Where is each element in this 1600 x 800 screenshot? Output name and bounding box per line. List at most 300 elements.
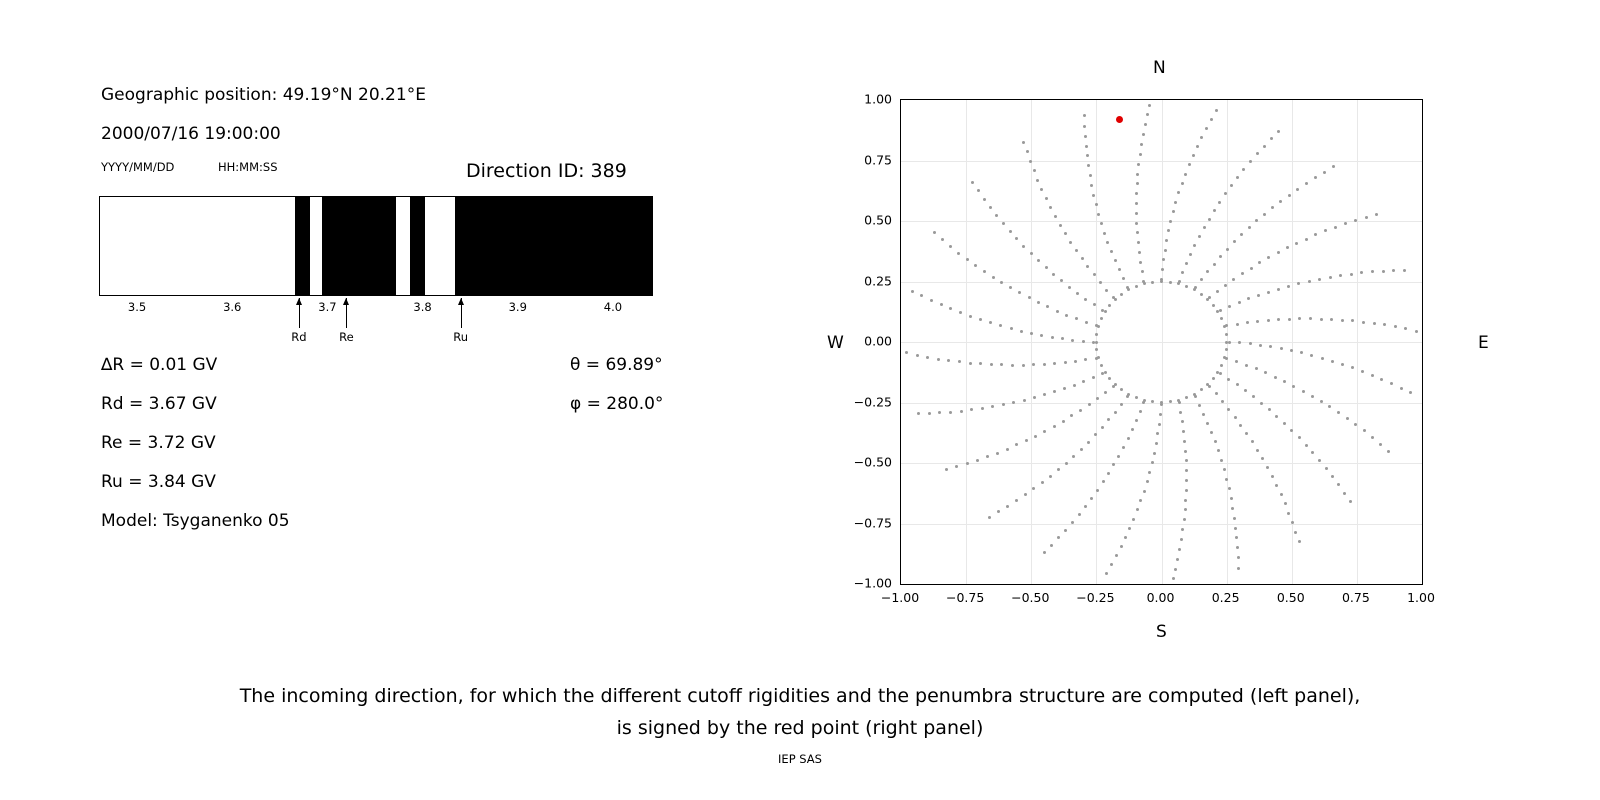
direction-point xyxy=(1305,182,1308,185)
direction-point xyxy=(1371,436,1374,439)
direction-point xyxy=(1208,218,1211,221)
direction-point xyxy=(1164,249,1167,252)
direction-point xyxy=(1176,558,1179,561)
direction-point xyxy=(1415,330,1418,333)
direction-point xyxy=(1095,348,1098,351)
y-tick-label: −0.25 xyxy=(853,394,892,409)
direction-point xyxy=(1249,160,1252,163)
direction-point xyxy=(1151,461,1154,464)
direction-point xyxy=(1246,321,1249,324)
direction-point xyxy=(1360,271,1363,274)
direction-point xyxy=(1104,391,1107,394)
direction-point xyxy=(1128,527,1131,530)
direction-point xyxy=(1305,444,1308,447)
direction-point xyxy=(1006,505,1009,508)
direction-point xyxy=(1213,263,1216,266)
direction-point xyxy=(926,356,929,359)
direction-point xyxy=(1050,544,1053,547)
direction-point xyxy=(1030,252,1033,255)
direction-point xyxy=(1141,270,1144,273)
direction-point xyxy=(1198,235,1201,238)
direction-point xyxy=(1086,265,1089,268)
direction-point xyxy=(1165,239,1168,242)
direction-point xyxy=(1179,411,1182,414)
direction-point xyxy=(1251,440,1254,443)
direction-point xyxy=(1261,457,1264,460)
direction-point xyxy=(1160,403,1163,406)
direction-point xyxy=(1255,367,1258,370)
direction-point xyxy=(1137,163,1140,166)
direction-point xyxy=(1064,232,1067,235)
direction-point xyxy=(1194,286,1197,289)
selected-direction-point xyxy=(1116,116,1123,123)
direction-point xyxy=(1337,483,1340,486)
left-panel xyxy=(0,0,760,640)
direction-point xyxy=(1143,490,1146,493)
y-tick-label: 0.00 xyxy=(864,333,892,349)
direction-point xyxy=(1226,248,1229,251)
direction-point xyxy=(974,264,977,267)
direction-point xyxy=(1271,206,1274,209)
direction-point xyxy=(1320,400,1323,403)
direction-point xyxy=(1288,318,1291,321)
direction-point xyxy=(1236,176,1239,179)
direction-point xyxy=(1183,518,1186,521)
direction-point xyxy=(1210,431,1213,434)
direction-point xyxy=(1267,319,1270,322)
direction-point xyxy=(983,270,986,273)
direction-point xyxy=(1182,430,1185,433)
direction-point xyxy=(986,455,989,458)
direction-point xyxy=(1156,432,1159,435)
direction-point xyxy=(1220,317,1223,320)
direction-point xyxy=(1234,416,1237,419)
direction-point xyxy=(1135,285,1138,288)
direction-point xyxy=(1263,145,1266,148)
direction-point xyxy=(1185,285,1188,288)
direction-point xyxy=(960,410,963,413)
direction-point xyxy=(1239,424,1242,427)
direction-point xyxy=(1037,259,1040,262)
direction-point xyxy=(1332,165,1335,168)
direction-point xyxy=(1200,388,1203,391)
direction-point xyxy=(1331,475,1334,478)
direction-point xyxy=(1212,304,1215,307)
direction-point xyxy=(1036,179,1039,182)
direction-point xyxy=(1394,325,1397,328)
direction-point xyxy=(1379,443,1382,446)
direction-point xyxy=(1236,383,1239,386)
direction-point xyxy=(1256,152,1259,155)
penumbra-x-tick-label: 3.8 xyxy=(413,300,432,314)
direction-point xyxy=(1086,154,1089,157)
direction-point xyxy=(1100,364,1103,367)
direction-point xyxy=(1110,250,1113,253)
direction-point xyxy=(1009,286,1012,289)
direction-point xyxy=(1006,448,1009,451)
direction-point xyxy=(1083,114,1086,117)
direction-point xyxy=(938,411,941,414)
datetime-value: 2000/07/16 19:00:00 xyxy=(101,124,281,144)
direction-point xyxy=(971,181,974,184)
y-tick-label: 0.25 xyxy=(864,273,892,288)
direction-point xyxy=(1061,337,1064,340)
direction-point xyxy=(1225,357,1228,360)
direction-point xyxy=(1245,364,1248,367)
direction-point xyxy=(1321,357,1324,360)
right-panel xyxy=(760,0,1600,660)
direction-point xyxy=(1138,251,1141,254)
direction-point xyxy=(1072,455,1075,458)
direction-point xyxy=(1011,364,1014,367)
direction-point xyxy=(1224,284,1227,287)
direction-point xyxy=(1075,317,1078,320)
direction-point xyxy=(981,407,984,410)
direction-point xyxy=(1220,459,1223,462)
direction-point xyxy=(1045,266,1048,269)
direction-point xyxy=(1000,363,1003,366)
direction-point xyxy=(1228,305,1231,308)
direction-point xyxy=(1375,213,1378,216)
direction-point xyxy=(1210,118,1213,121)
direction-point xyxy=(1227,408,1230,411)
direction-point xyxy=(1095,357,1098,360)
direction-point xyxy=(1189,253,1192,256)
direction-point xyxy=(1068,286,1071,289)
direction-point xyxy=(1284,502,1287,505)
direction-point xyxy=(1294,531,1297,534)
direction-point xyxy=(1139,261,1142,264)
direction-point xyxy=(1236,323,1239,326)
direction-point xyxy=(976,459,979,462)
direction-point xyxy=(1049,475,1052,478)
direction-point xyxy=(1181,528,1184,531)
direction-point xyxy=(1000,281,1003,284)
direction-point xyxy=(970,408,973,411)
direction-point xyxy=(1093,273,1096,276)
direction-point xyxy=(1277,318,1280,321)
direction-point xyxy=(1028,296,1031,299)
direction-point xyxy=(949,411,952,414)
direction-point xyxy=(1063,387,1066,390)
direction-point xyxy=(1040,188,1043,191)
penumbra-band xyxy=(410,197,425,295)
direction-point xyxy=(1208,296,1211,299)
direction-point xyxy=(1084,135,1087,138)
direction-point xyxy=(1196,145,1199,148)
direction-point xyxy=(1120,388,1123,391)
stat-line: Ru = 3.84 GV xyxy=(101,472,216,492)
direction-point xyxy=(1002,222,1005,225)
direction-point xyxy=(920,294,923,297)
direction-point xyxy=(1118,268,1121,271)
direction-point xyxy=(1144,123,1147,126)
direction-point xyxy=(1212,377,1215,380)
direction-point xyxy=(992,276,995,279)
direction-point xyxy=(1080,448,1083,451)
direction-point xyxy=(1225,324,1228,327)
direction-point xyxy=(1087,441,1090,444)
direction-point xyxy=(1266,466,1269,469)
direction-point xyxy=(1135,396,1138,399)
direction-point xyxy=(1135,192,1138,195)
direction-point xyxy=(1167,229,1170,232)
direction-point xyxy=(1181,271,1184,274)
direction-point xyxy=(1341,363,1344,366)
direction-point xyxy=(1206,270,1209,273)
direction-point xyxy=(1305,238,1308,241)
direction-point xyxy=(917,412,920,415)
direction-point xyxy=(949,245,952,248)
direction-point xyxy=(1079,409,1082,412)
direction-point xyxy=(1065,462,1068,465)
direction-point xyxy=(1220,364,1223,367)
direction-point xyxy=(1032,487,1035,490)
direction-point xyxy=(1256,449,1259,452)
direction-point xyxy=(1146,480,1149,483)
direction-point xyxy=(933,231,936,234)
direction-point xyxy=(1249,342,1252,345)
direction-point xyxy=(1390,382,1393,385)
direction-point xyxy=(1286,246,1289,249)
direction-point xyxy=(1215,392,1218,395)
direction-point xyxy=(1161,268,1164,271)
direction-point xyxy=(1181,420,1184,423)
direction-point xyxy=(1184,450,1187,453)
direction-point xyxy=(1298,540,1301,543)
direction-point xyxy=(1296,188,1299,191)
direction-point xyxy=(1218,201,1221,204)
direction-point xyxy=(1029,160,1032,163)
direction-point xyxy=(1380,378,1383,381)
direction-point xyxy=(1382,270,1385,273)
direction-point xyxy=(1069,241,1072,244)
direction-point xyxy=(1120,545,1123,548)
direction-point xyxy=(1108,377,1111,380)
gridline xyxy=(901,524,1422,525)
direction-point xyxy=(1009,230,1012,233)
penumbra-marker-rd xyxy=(299,298,300,328)
direction-point xyxy=(1264,371,1267,374)
compass-north-label: N xyxy=(1153,58,1166,78)
direction-point xyxy=(1183,440,1186,443)
direction-point xyxy=(1300,351,1303,354)
direction-point xyxy=(1103,232,1106,235)
stat-line: Rd = 3.67 GV xyxy=(101,394,217,414)
x-tick-label: 0.50 xyxy=(1276,590,1305,605)
direction-point xyxy=(1174,568,1177,571)
stat-line: Re = 3.72 GV xyxy=(101,433,216,453)
direction-point xyxy=(1104,310,1107,313)
direction-point xyxy=(1334,226,1337,229)
direction-point xyxy=(1202,413,1205,416)
direction-point xyxy=(1362,321,1365,324)
direction-point xyxy=(1214,440,1217,443)
caption-line-1: The incoming direction, for which the different cutoff rigidities and the penumbra structure are computed (left panel), xyxy=(239,685,1361,707)
direction-point xyxy=(979,318,982,321)
direction-point xyxy=(1084,505,1087,508)
direction-point xyxy=(1178,401,1181,404)
direction-point xyxy=(1096,489,1099,492)
direction-point xyxy=(1271,475,1274,478)
direction-point xyxy=(1237,567,1240,570)
direction-point xyxy=(1089,174,1092,177)
direction-point xyxy=(1162,258,1165,261)
direction-point xyxy=(1217,449,1220,452)
direction-point xyxy=(1101,372,1104,375)
direction-point xyxy=(1107,472,1110,475)
direction-point xyxy=(1092,341,1095,344)
direction-point xyxy=(1234,527,1237,530)
direction-point xyxy=(1071,521,1074,524)
direction-point xyxy=(1090,184,1093,187)
direction-point xyxy=(1064,361,1067,364)
direction-point xyxy=(1184,499,1187,502)
direction-point xyxy=(1085,321,1088,324)
direction-point xyxy=(1065,314,1068,317)
direction-point xyxy=(1120,293,1123,296)
direction-point xyxy=(1185,479,1188,482)
direction-point xyxy=(1185,469,1188,472)
direction-point xyxy=(1323,171,1326,174)
direction-point xyxy=(1101,426,1104,429)
direction-point xyxy=(1136,508,1139,511)
direction-point xyxy=(1193,244,1196,247)
direction-point xyxy=(1148,104,1151,107)
geographic-position: Geographic position: 49.19°N 20.21°E xyxy=(101,85,426,105)
direction-point xyxy=(1172,577,1175,580)
direction-point xyxy=(1059,224,1062,227)
direction-point xyxy=(1135,222,1138,225)
direction-point xyxy=(1308,280,1311,283)
direction-point xyxy=(1026,150,1029,153)
direction-point xyxy=(1172,210,1175,213)
direction-point xyxy=(1146,113,1149,116)
direction-point xyxy=(1032,363,1035,366)
direction-point xyxy=(1127,437,1130,440)
direction-point xyxy=(1132,518,1135,521)
direction-point xyxy=(1022,245,1025,248)
direction-point xyxy=(1139,153,1142,156)
direction-point xyxy=(1018,291,1021,294)
penumbra-band xyxy=(295,197,310,295)
direction-point xyxy=(1280,347,1283,350)
direction-point xyxy=(1184,508,1187,511)
footer-credit: IEP SAS xyxy=(778,752,822,766)
direction-point xyxy=(1310,354,1313,357)
direction-point xyxy=(1140,143,1143,146)
direction-point xyxy=(1178,280,1181,283)
direction-point xyxy=(1122,446,1125,449)
direction-point xyxy=(1330,318,1333,321)
direction-point xyxy=(1106,241,1109,244)
direction-point xyxy=(1287,512,1290,515)
direction-point xyxy=(1223,468,1226,471)
direction-point xyxy=(1225,333,1228,336)
direction-point xyxy=(1073,384,1076,387)
direction-point xyxy=(1274,376,1277,379)
direction-point xyxy=(1110,563,1113,566)
direction-point xyxy=(1057,468,1060,471)
direction-point xyxy=(1114,259,1117,262)
direction-point xyxy=(1339,274,1342,277)
direction-point xyxy=(1277,288,1280,291)
direction-point xyxy=(1237,556,1240,559)
direction-point xyxy=(1012,401,1015,404)
direction-point xyxy=(1320,318,1323,321)
direction-point xyxy=(1238,301,1241,304)
stat-line: φ = 280.0° xyxy=(570,394,664,414)
figure-caption xyxy=(0,680,1600,744)
direction-point xyxy=(1056,310,1059,313)
direction-point xyxy=(990,363,993,366)
direction-point xyxy=(1015,499,1018,502)
direction-point xyxy=(1095,333,1098,336)
direction-point xyxy=(1043,551,1046,554)
direction-point xyxy=(1136,182,1139,185)
direction-point xyxy=(1043,393,1046,396)
direction-point xyxy=(966,462,969,465)
direction-point xyxy=(1169,220,1172,223)
direction-point xyxy=(1203,226,1206,229)
direction-point xyxy=(1192,154,1195,157)
direction-point xyxy=(1242,168,1245,171)
direction-point xyxy=(1185,396,1188,399)
direction-point xyxy=(1126,395,1129,398)
direction-point xyxy=(1100,222,1103,225)
direction-point xyxy=(1219,255,1222,258)
direction-point xyxy=(983,198,986,201)
direction-point xyxy=(1287,285,1290,288)
y-tick-label: −0.50 xyxy=(853,454,892,470)
direction-point xyxy=(1139,499,1142,502)
direction-point xyxy=(996,452,999,455)
direction-point xyxy=(1045,197,1048,200)
direction-point xyxy=(979,362,982,365)
direction-point xyxy=(969,362,972,365)
penumbra-x-tick-label: 3.6 xyxy=(223,300,242,314)
direction-point xyxy=(1104,371,1107,374)
time-format-hint: HH:MM:SS xyxy=(218,160,278,174)
direction-point xyxy=(1231,507,1234,510)
direction-point xyxy=(1314,233,1317,236)
direction-point xyxy=(995,214,998,217)
direction-point xyxy=(1371,374,1374,377)
direction-point xyxy=(1075,249,1078,252)
direction-point xyxy=(1400,387,1403,390)
direction-point xyxy=(1247,297,1250,300)
direction-point xyxy=(1117,455,1120,458)
direction-point xyxy=(1051,336,1054,339)
direction-point xyxy=(1030,332,1033,335)
direction-point xyxy=(1248,226,1251,229)
direction-point xyxy=(1233,517,1236,520)
direction-point xyxy=(1084,298,1087,301)
direction-point xyxy=(1155,442,1158,445)
direction-point xyxy=(1054,215,1057,218)
direction-point xyxy=(1252,395,1255,398)
direction-point xyxy=(928,412,931,415)
direction-point xyxy=(1383,323,1386,326)
gridline xyxy=(901,463,1422,464)
direction-point xyxy=(1373,322,1376,325)
direction-point xyxy=(1085,145,1088,148)
y-tick-label: −1.00 xyxy=(853,575,892,591)
x-tick-label: −0.25 xyxy=(1076,590,1115,605)
penumbra-structure-chart xyxy=(99,196,653,296)
direction-point xyxy=(997,510,1000,513)
direction-point xyxy=(1260,402,1263,405)
